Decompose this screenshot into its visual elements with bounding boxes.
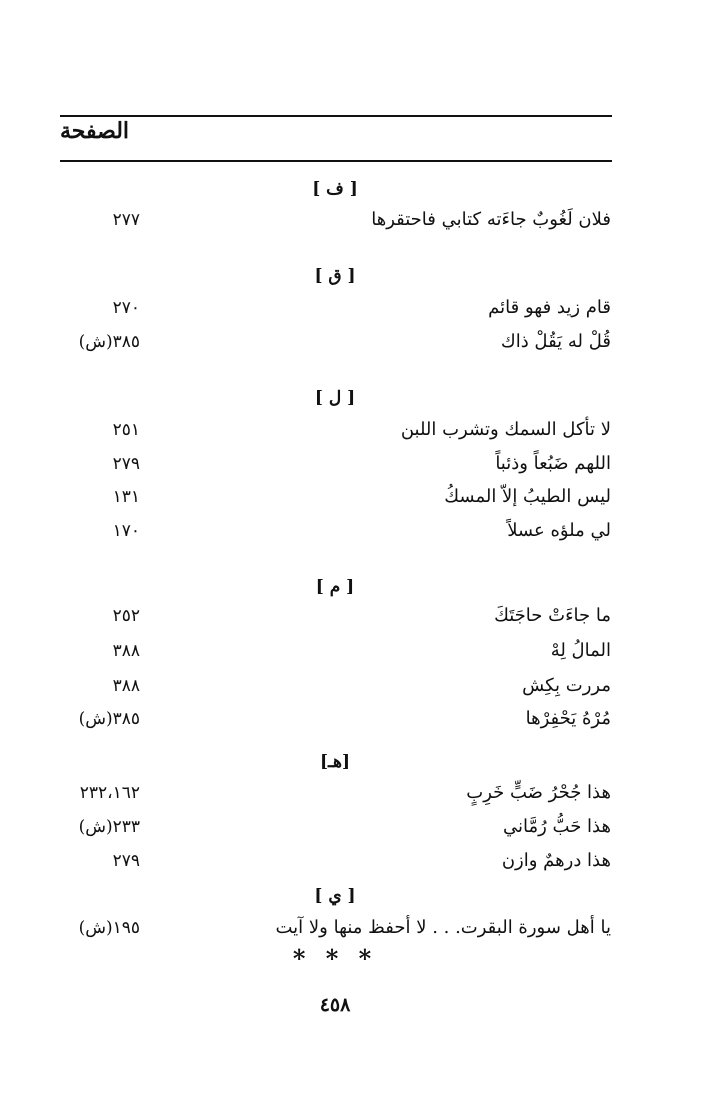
section-letter-mim: [ م ] <box>315 577 355 597</box>
entry-page: ٢٧٠ <box>112 298 140 318</box>
entry-page: ٣٨٥(ش) <box>78 332 140 352</box>
entry-page: ٣٨٥(ش) <box>78 709 140 729</box>
entry-text: هذا حَبُّ رُمَّاني <box>502 816 611 837</box>
entry-page: ٢٧٩ <box>112 454 140 474</box>
entry-page: ٣٨٨ <box>112 676 140 696</box>
entry-text: اللهم ضَبُعاً وذئباً <box>495 453 611 474</box>
entry-text: ليس الطيبُ إلاّ المسكُ <box>444 486 611 507</box>
entry-text: لا تأكل السمك وتشرب اللبن <box>400 419 611 440</box>
entry-text: هذا درهمٌ وازن <box>501 850 611 871</box>
entry-page: ١٧٠ <box>112 521 140 541</box>
header-rule-bottom <box>60 160 612 162</box>
section-letter-qaf: [ ق ] <box>314 266 356 286</box>
entry-page: ١٩٥(ش) <box>78 918 140 938</box>
end-ornament: * * * <box>292 944 378 973</box>
entry-page: ٢٥٢ <box>112 606 140 626</box>
entry-text: مررت بِكِش <box>522 675 611 696</box>
entry-text: قام زيد فهو قائم <box>488 297 611 318</box>
footer-page-number: ٤٥٨ <box>319 994 351 1016</box>
entry-page: ٣٨٨ <box>112 641 140 661</box>
section-letter-lam: [ ل ] <box>314 388 356 408</box>
header-rule-top <box>60 115 612 117</box>
entry-text: فلان لَغُوبٌ جاءَته كتابي فاحتقرها <box>371 209 611 230</box>
entry-page: ٢٧٩ <box>112 851 140 871</box>
page-column-label: الصفحة <box>60 118 130 144</box>
entry-page: ٢٣٣(ش) <box>78 817 140 837</box>
entry-text: يا أهل سورة البقرت. . . لا أحفظ منها ولا آيت <box>275 917 611 938</box>
entry-text: هذا جُحْرُ ضَبٍّ خَرِبٍ <box>466 782 611 803</box>
entry-page: ٢٣٢،١٦٢ <box>79 783 140 803</box>
entry-text: مُرْهُ يَحْفِرْها <box>525 708 611 729</box>
section-letter-fa: [ ف ] <box>312 179 358 199</box>
entry-text: لي ملؤه عسلاً <box>507 520 611 541</box>
section-letter-ha: [هـ] <box>319 752 351 772</box>
entry-text: ما جاءَتْ حاجَتَكَ <box>494 605 611 626</box>
section-letter-ya: [ ي ] <box>314 886 356 906</box>
entry-text: المالُ لِهْ <box>550 640 611 661</box>
entry-text: قُلْ له يَقُلْ ذاك <box>500 331 611 352</box>
entry-page: ١٣١ <box>112 487 140 507</box>
entry-page: ٢٧٧ <box>112 210 140 230</box>
entry-page: ٢٥١ <box>112 420 140 440</box>
